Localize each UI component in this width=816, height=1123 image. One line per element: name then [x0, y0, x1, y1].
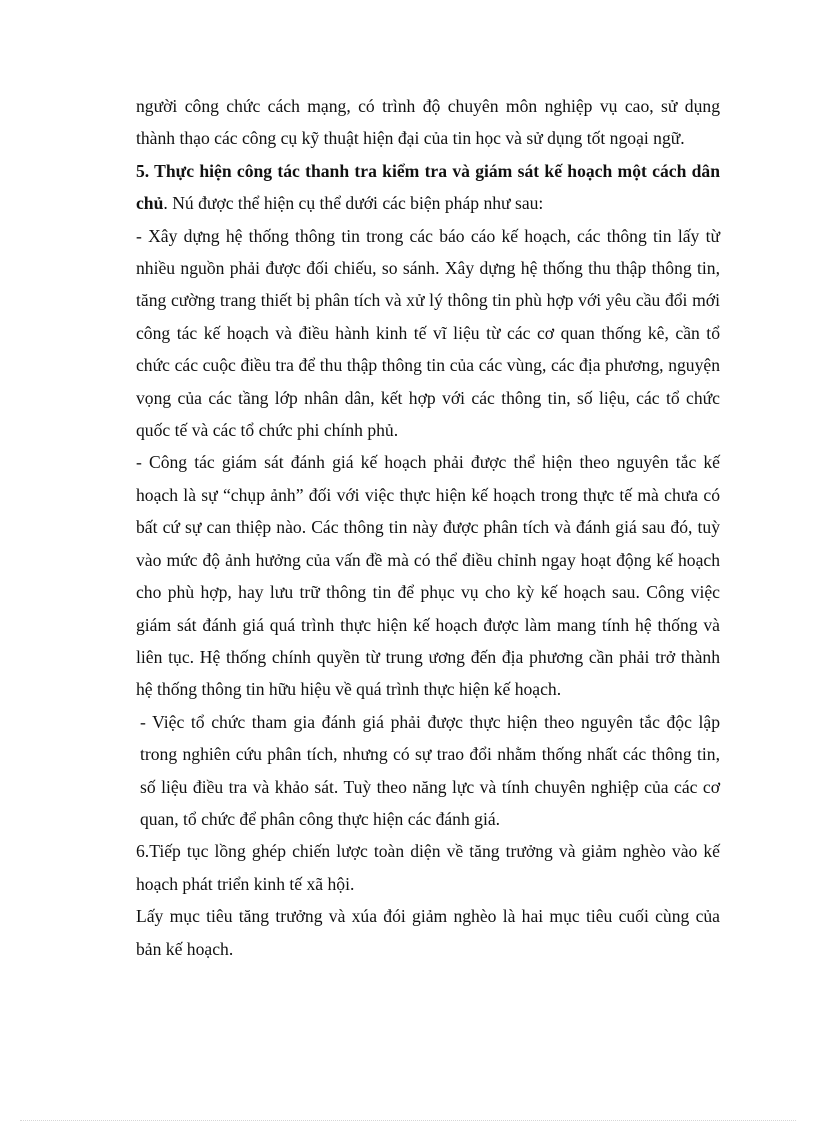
paragraph-he-thong-thong-tin: - Xây dựng hệ thống thông tin trong các báo cáo kế hoạch, các thông tin lấy từ nhiều nguồn phải được đối chiếu, so sánh. Xây dựng hệ thống thu thập thông tin, tăng cường trang thiết bị phân tích và xử lý thông tin phù hợp với yêu cầu đổi mới công tác kế hoạch và điều hành kinh tế vĩ liệu từ các cơ quan thống kê, cần tổ chức các cuộc điều tra để thu thập thông tin của các vùng, các địa phương, nguyện vọng của các tầng lớp nhân dân, kết hợp với các thông tin, số liệu, các tổ chức quốc tế và các tổ chức phi chính phủ.	[136, 225, 720, 441]
paragraph-to-chuc-danh-gia: - Việc tổ chức tham gia đánh giá phải được thực hiện theo nguyên tắc độc lập trong nghiên cứu phân tích, nhưng có sự trao đổi nhằm thống nhất các thông tin, số liệu điều tra và khảo sát. Tuỳ theo năng lực và tính chuyên nghiệp của các cơ quan, tổ chức để phân công thực hiện các đánh giá.	[140, 711, 720, 829]
paragraph-giam-sat-danh-gia: - Công tác giám sát đánh giá kế hoạch phải được thể hiện theo nguyên tắc kế hoạch là sự “chụp ảnh” đối với việc thực hiện kế hoạch trong thực tế mà chưa có bất cứ sự can thiệp nào. Các thông tin này được phân tích và đánh giá sau đó, tuỳ vào mức độ ảnh hưởng của vấn đề mà có thể điều chỉnh ngay hoạt động kế hoạch cho phù hợp, hay lưu trữ thông tin để phục vụ cho kỳ kế hoạch sau. Công việc giám sát đánh giá quá trình thực hiện kế hoạch được làm mang tính hệ thống và liên tục. Hệ thống chính quyền từ trung ương đến địa phương cần phải trở thành hệ thống thông tin hữu hiệu về quá trình thực hiện kế hoạch.	[136, 452, 720, 700]
section-6-heading: 6.Tiếp tục lồng ghép chiến lược toàn diện về tăng trưởng và giảm nghèo vào kế hoạch phát triển kinh tế xã hội.	[136, 841, 720, 894]
page-bottom-divider	[20, 1120, 796, 1121]
section-5-heading-paragraph	[136, 155, 720, 220]
paragraph-muc-tieu: Lấy mục tiêu tăng trưởng và xúa đói giảm nghèo là hai mục tiêu cuối cùng của bản kế hoạch.	[136, 906, 720, 959]
section-5-intro: . Nú được thể hiện cụ thể dưới các biện pháp như sau:	[163, 193, 544, 214]
paragraph-cong-chuc: người công chức cách mạng, có trình độ chuyên môn nghiệp vụ cao, sử dụng thành thạo các công cụ kỹ thuật hiện đại của tin học và sử dụng tốt ngoại ngữ.	[136, 96, 720, 149]
section-5-heading: 5. Thực hiện công tác thanh tra kiểm tra và giám sát kế hoạch một cách dân chủ	[136, 160, 720, 214]
document-body	[136, 90, 720, 965]
